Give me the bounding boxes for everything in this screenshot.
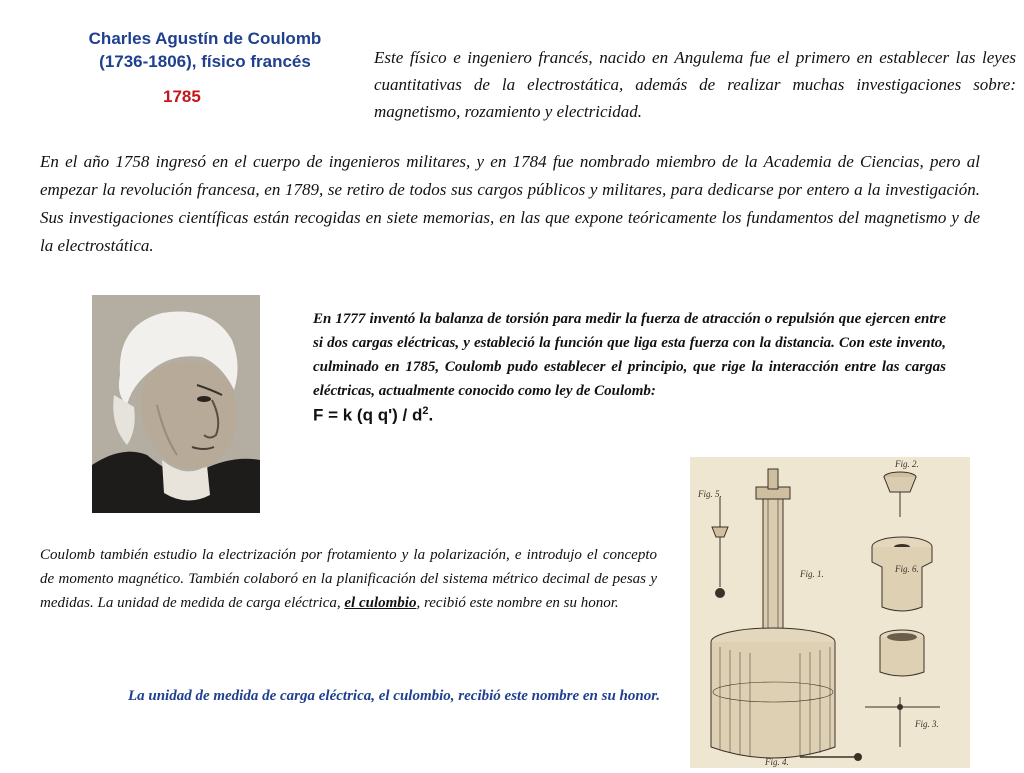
- formula-main: F = k (q q') / d: [313, 405, 423, 425]
- career-paragraph: En el año 1758 ingresó en el cuerpo de ingenieros militares, y en 1784 fue nombrado miembro de la Academia de Ciencias, pero al empezar la revolución francesa, en 1789, se retiro de todos sus cargos públicos y militares, para dedicarse por entero a la investigación. Sus investigaciones científicas están recogidas en siete memorias, en las que expone teóricamente los fundamentos del magnetismo y de la electrostática.: [40, 152, 980, 255]
- invention-paragraph: En 1777 inventó la balanza de torsión para medir la fuerza de atracción o repulsión que ejercen entre si dos cargas eléctricas, y estableció la función que liga esta fuerza con la distancia. Con este invento, culminado en 1785, Coulomb pudo establecer el principio, que rige la interacción entre las cargas eléctricas, actualmente conocido como ley de Coulomb:: [313, 311, 946, 399]
- footer-note: La unidad de medida de carga eléctrica, el culombio, recibió este nombre en su honor.: [127, 688, 660, 704]
- intro-paragraph: Este físico e ingeniero francés, nacido en Angulema fue el primero en establecer las leyes cuantitativas de la electrostática, además de realizar muchas investigaciones sobre: magnetismo, rozamiento y electricidad.: [374, 48, 1016, 121]
- fig-label-5: Fig. 3.: [915, 719, 939, 729]
- formula-exponent: 2: [422, 405, 429, 417]
- page-title: [40, 27, 370, 73]
- coulomb-portrait: [92, 295, 260, 513]
- other-work-text-before: Coulomb también estudio la electrización por frotamiento y la polarización, e introdujo el concepto de momento magnético. También colaboró en la planificación del sistema métrico decimal de pesas y medidas. La unidad de medida de carga eléctrica,: [40, 547, 657, 611]
- torsion-balance-engraving: [690, 457, 970, 768]
- fig-label-2: Fig. 1.: [800, 569, 824, 579]
- other-work-text-after: , recibió este nombre en su honor.: [416, 595, 619, 611]
- fig-label-4: Fig. 6.: [895, 564, 919, 574]
- title-name: Charles Agustín de Coulomb: [88, 29, 322, 48]
- culombio-highlight: el culombio: [344, 595, 417, 611]
- fig-label-3: Fig. 2.: [895, 459, 919, 469]
- fig-label-6: Fig. 4.: [765, 757, 789, 767]
- coulomb-law-formula: [313, 405, 433, 426]
- formula-end: .: [428, 405, 434, 425]
- year-label: 1785: [163, 87, 201, 106]
- title-dates: (1736-1806), físico francés: [99, 52, 311, 71]
- fig-label-1: Fig. 5.: [698, 489, 722, 499]
- other-work-paragraph: [40, 543, 657, 615]
